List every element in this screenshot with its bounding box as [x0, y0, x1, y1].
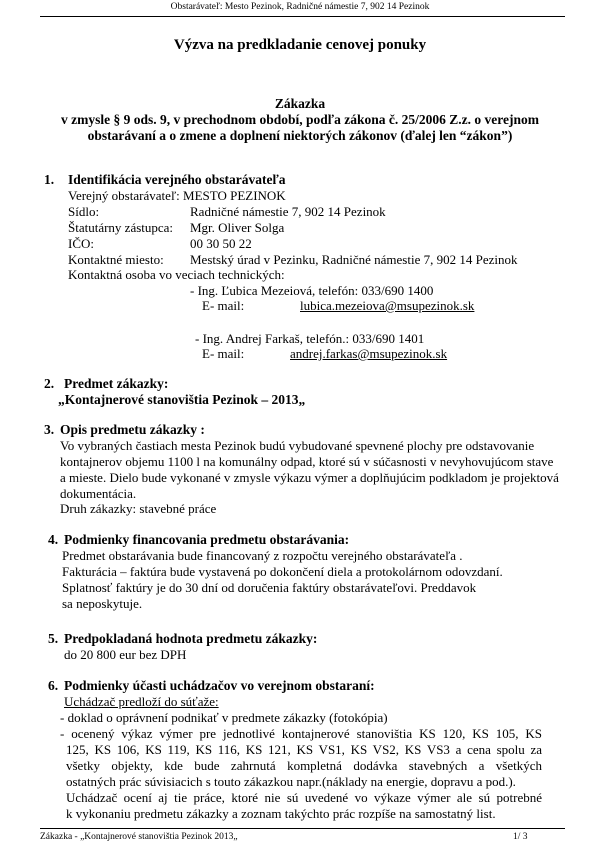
- s6-line: - ocenený výkaz výmer pre jednotlivé kontajnerové stanovištia KS 120, KS 105, KS: [60, 726, 542, 741]
- document-title: Výzva na predkladanie cenovej ponuky: [173, 37, 427, 53]
- s4-line: Predmet obstarávania bude financovaný z rozpočtu verejného obstarávateľa .: [62, 548, 463, 563]
- contact-person-label: Kontaktná osoba vo veciach technických:: [68, 267, 285, 282]
- s3-line: dokumentácia.: [60, 486, 137, 501]
- section-6-number: 6.: [48, 678, 59, 693]
- s1-row-label: Sídlo:: [68, 204, 100, 219]
- section-1-number: 1.: [44, 172, 55, 187]
- section-5-title: Predpokladaná hodnota predmetu zákazky:: [64, 631, 318, 646]
- header-divider: [40, 16, 565, 17]
- contact-2-name: - Ing. Andrej Farkaš, telefón.: 033/690 1401: [195, 331, 425, 346]
- zakazka-line-2: obstarávaní a o zmene a doplnení niektorých zákonov (ďalej len “zákon”): [87, 128, 513, 143]
- contact-1-name: - Ing. Ľubica Mezeiová, telefón: 033/690 1400: [190, 283, 434, 298]
- s3-line: kontajnerov objemu 1100 l na komunálny odpad, ktoré sú v súčasnosti v nevyhovujúcom stave: [60, 454, 554, 469]
- page-number: 1/ 3: [513, 832, 528, 842]
- s3-line: a mieste. Dielo bude vykonané v zmysle výkazu výmer a doplňujúcim podkladom je projektová: [60, 470, 559, 485]
- footer-divider: [40, 828, 565, 829]
- section-4-number: 4.: [48, 532, 59, 547]
- page-header: Obstarávateľ: Mesto Pezinok, Radničné námestie 7, 902 14 Pezinok: [170, 2, 430, 12]
- section-3-number: 3.: [44, 422, 55, 437]
- s6-line: Uchádzač ocení aj tie práce, ktoré nie sú uvedené vo výkaze výmer ale sú potrebné: [66, 790, 542, 805]
- footer-title: Zákazka - „Kontajnerové stanovištia Pezinok 2013„: [40, 832, 238, 842]
- section-6-title: Podmienky účasti uchádzačov vo verejnom obstaraní:: [64, 678, 375, 693]
- s4-line: Splatnosť faktúry je do 30 dní od doručenia faktúry obstarávateľovi. Preddavok: [62, 580, 477, 595]
- s4-line: sa neposkytuje.: [62, 596, 143, 611]
- section-5-number: 5.: [48, 631, 59, 646]
- s4-line: Fakturácia – faktúra bude vystavená po dokončení diela a protokolárnom odovzdaní.: [62, 564, 503, 579]
- section-3-title: Opis predmetu zákazky :: [60, 422, 205, 437]
- s1-row-value: Mestský úrad v Pezinku, Radničné námestie 7, 902 14 Pezinok: [190, 252, 518, 267]
- zakazka-heading: Zákazka: [274, 96, 326, 111]
- section-6-subtitle: Uchádzač predloží do súťaže:: [64, 694, 219, 709]
- s6-line: - doklad o oprávnení podnikať v predmete zákazky (fotokópia): [60, 710, 388, 725]
- s3-line: Vo vybraných častiach mesta Pezinok budú vybudované spevnené plochy pre odstavovanie: [60, 438, 535, 453]
- s1-row-label: Verejný obstarávateľ: MESTO PEZINOK: [68, 188, 286, 203]
- s1-row-value: Mgr. Oliver Solga: [190, 220, 285, 235]
- s1-row-label: IČO:: [68, 236, 94, 251]
- contact-1-email-label: E- mail:: [202, 298, 245, 313]
- s1-row-value: Radničné námestie 7, 902 14 Pezinok: [190, 204, 386, 219]
- s6-line: k vykonaniu predmetu zákazky a zoznam takýchto prác rozpíše na samostatný list.: [66, 806, 496, 821]
- section-1-title: Identifikácia verejného obstarávateľa: [68, 172, 286, 187]
- section-5-value: do 20 800 eur bez DPH: [64, 647, 187, 662]
- contact-1-email-link[interactable]: lubica.mezeiova@msupezinok.sk: [300, 298, 475, 313]
- s6-line: všetky objekty, kde bude zahrnutá kompletná dodávka stavebných a všetkých: [66, 758, 542, 773]
- s3-line: Druh zákazky: stavebné práce: [60, 501, 217, 516]
- s6-line: ostatných prác súvisiacich s touto zákazkou napr.(náklady na energie, dopravu a pod.).: [66, 774, 516, 789]
- section-4-title: Podmienky financovania predmetu obstarávania:: [64, 532, 350, 547]
- s1-row-label: Kontaktné miesto:: [68, 252, 164, 267]
- section-2-title: Predmet zákazky:: [64, 376, 169, 391]
- contact-2-email-link[interactable]: andrej.farkas@msupezinok.sk: [290, 346, 448, 361]
- zakazka-line-1: v zmysle § 9 ods. 9, v prechodnom období, podľa zákona č. 25/2006 Z.z. o verejnom: [61, 112, 539, 127]
- section-2-number: 2.: [44, 376, 55, 391]
- s1-row-label: Štatutárny zástupca:: [68, 220, 174, 235]
- s6-line: 125, KS 106, KS 119, KS 116, KS 121, KS VS1, KS VS2, KS VS3 a cena spolu za: [66, 742, 542, 757]
- s1-row-value: 00 30 50 22: [190, 236, 252, 251]
- contact-2-email-label: E- mail:: [202, 346, 245, 361]
- section-2-value: „Kontajnerové stanovištia Pezinok – 2013„: [58, 392, 306, 407]
